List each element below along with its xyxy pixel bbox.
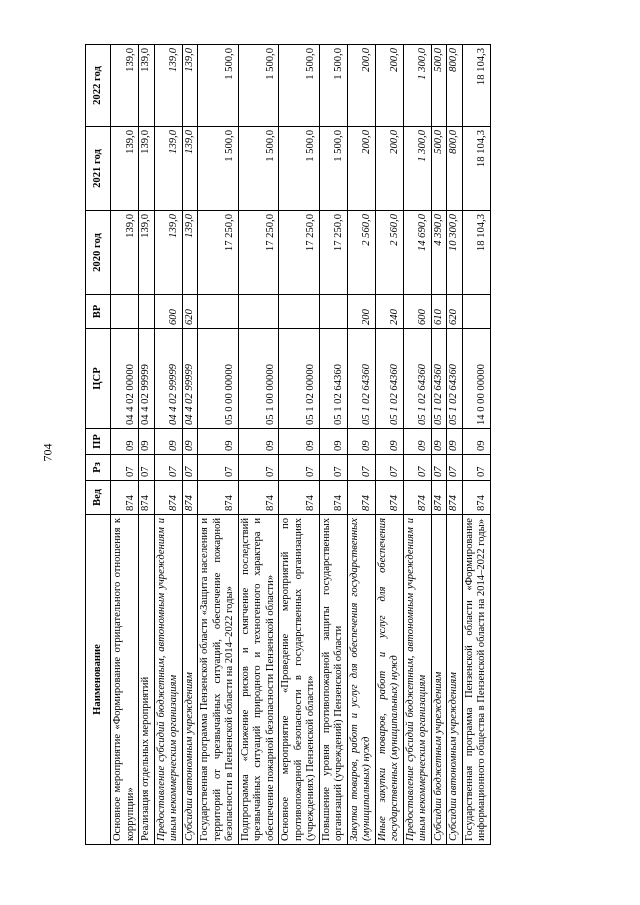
cell-ved: 874: [431, 481, 447, 515]
table-row: [462, 45, 490, 845]
cell-rz: 07: [375, 455, 403, 481]
page-number: 704: [40, 443, 55, 462]
header-name: Наименование: [86, 515, 111, 845]
rotated-table-container: [85, 45, 565, 845]
cell-2022: 800,0: [447, 45, 463, 127]
cell-vr: 600: [154, 295, 182, 329]
cell-rz: 07: [403, 455, 431, 481]
cell-ved: 874: [154, 481, 182, 515]
cell-2021: 18 104,3: [462, 127, 490, 211]
cell-2020: 10 300,0: [447, 211, 463, 295]
cell-ved: 874: [375, 481, 403, 515]
cell-2020: 18 104,3: [462, 211, 490, 295]
cell-2020: 14 690,0: [403, 211, 431, 295]
cell-vr: 200: [347, 295, 375, 329]
cell-csr: 05 1 02 00000: [279, 329, 320, 429]
table-row: [403, 45, 431, 845]
cell-csr: 04 4 02 99999: [154, 329, 182, 429]
table-header-row: [86, 45, 111, 845]
cell-pr: 09: [319, 429, 347, 455]
cell-2022: 500,0: [431, 45, 447, 127]
header-pr: ПР: [86, 429, 111, 455]
cell-pr: 09: [198, 429, 239, 455]
cell-2022: 200,0: [375, 45, 403, 127]
cell-pr: 09: [139, 429, 155, 455]
cell-name: Предоставление субсидий бюджетным, автономным учреждениям и иным некоммерческим организациям: [403, 515, 431, 845]
header-2020: 2020 год: [86, 211, 111, 295]
header-2021: 2021 год: [86, 127, 111, 211]
table-row: [182, 45, 198, 845]
cell-pr: 09: [347, 429, 375, 455]
cell-pr: 09: [279, 429, 320, 455]
cell-2021: 139,0: [111, 127, 139, 211]
cell-name: Государственная программа Пензенской области «Формирование информационного общества в Пензенской области на 2014–2022 годы»: [462, 515, 490, 845]
cell-2022: 139,0: [182, 45, 198, 127]
table-row: [198, 45, 239, 845]
cell-vr: [279, 295, 320, 329]
cell-2021: 139,0: [182, 127, 198, 211]
table-row: [154, 45, 182, 845]
cell-vr: 240: [375, 295, 403, 329]
cell-ved: 874: [347, 481, 375, 515]
cell-vr: 620: [182, 295, 198, 329]
cell-2021: 1 500,0: [319, 127, 347, 211]
table-row: [319, 45, 347, 845]
cell-vr: 610: [431, 295, 447, 329]
cell-2021: 1 500,0: [279, 127, 320, 211]
cell-ved: 874: [319, 481, 347, 515]
table-body: [111, 45, 491, 845]
cell-2022: 1 500,0: [238, 45, 279, 127]
cell-name: Реализация отдельных мероприятий: [139, 515, 155, 845]
table-row: [431, 45, 447, 845]
cell-csr: 05 1 00 00000: [238, 329, 279, 429]
cell-ved: 874: [198, 481, 239, 515]
cell-name: Субсидии автономным учреждениям: [447, 515, 463, 845]
cell-rz: 07: [198, 455, 239, 481]
table-row: [238, 45, 279, 845]
cell-pr: 09: [238, 429, 279, 455]
cell-2022: 18 104,3: [462, 45, 490, 127]
cell-ved: 874: [447, 481, 463, 515]
cell-2020: 17 250,0: [279, 211, 320, 295]
cell-name: Подпрограмма «Снижение рисков и смягчение последствий чрезвычайных ситуаций природного и техногенного характера и обеспечение пожарной безопасности Пензенской области»: [238, 515, 279, 845]
cell-2020: 139,0: [182, 211, 198, 295]
table-row: [447, 45, 463, 845]
cell-ved: 874: [182, 481, 198, 515]
cell-pr: 09: [403, 429, 431, 455]
cell-rz: 07: [319, 455, 347, 481]
table-row: [279, 45, 320, 845]
cell-2021: 200,0: [375, 127, 403, 211]
cell-pr: 09: [447, 429, 463, 455]
cell-2022: 139,0: [111, 45, 139, 127]
cell-2021: 800,0: [447, 127, 463, 211]
cell-2021: 1 300,0: [403, 127, 431, 211]
header-csr: ЦСР: [86, 329, 111, 429]
cell-ved: 874: [238, 481, 279, 515]
cell-2021: 1 500,0: [198, 127, 239, 211]
cell-pr: 09: [375, 429, 403, 455]
cell-vr: 600: [403, 295, 431, 329]
cell-rz: 07: [279, 455, 320, 481]
cell-rz: 07: [238, 455, 279, 481]
cell-ved: 874: [462, 481, 490, 515]
cell-vr: [198, 295, 239, 329]
cell-2022: 139,0: [139, 45, 155, 127]
cell-rz: 07: [462, 455, 490, 481]
cell-name: Субсидии автономным учреждениям: [182, 515, 198, 845]
cell-name: Основное мероприятие «Проведение мероприятий по противопожарной безопасности в государственных организациях (учреждениях) Пензенской области»: [279, 515, 320, 845]
header-vr: ВР: [86, 295, 111, 329]
cell-2020: 2 560,0: [347, 211, 375, 295]
cell-csr: 14 0 00 00000: [462, 329, 490, 429]
cell-csr: 05 1 02 64360: [403, 329, 431, 429]
cell-2022: 1 500,0: [319, 45, 347, 127]
cell-2022: 1 500,0: [279, 45, 320, 127]
cell-vr: [238, 295, 279, 329]
cell-rz: 07: [431, 455, 447, 481]
cell-name: Повышение уровня противопожарной защиты государственных организаций (учреждений) Пензенской области: [319, 515, 347, 845]
cell-2022: 1 500,0: [198, 45, 239, 127]
cell-pr: 09: [154, 429, 182, 455]
cell-ved: 874: [279, 481, 320, 515]
cell-csr: 05 1 02 64360: [347, 329, 375, 429]
cell-ved: 874: [111, 481, 139, 515]
cell-csr: 05 0 00 00000: [198, 329, 239, 429]
cell-csr: 05 1 02 64360: [319, 329, 347, 429]
header-ved: Вед: [86, 481, 111, 515]
cell-vr: [139, 295, 155, 329]
cell-2020: 139,0: [111, 211, 139, 295]
cell-name: Государственная программа Пензенской области «Защита населения и территорий от чрезвычайных ситуаций, обеспечение пожарной безопасности в Пензенской области на 2014–2022 годы»: [198, 515, 239, 845]
cell-2022: 1 300,0: [403, 45, 431, 127]
cell-ved: 874: [403, 481, 431, 515]
header-2022: 2022 год: [86, 45, 111, 127]
table-row: [375, 45, 403, 845]
cell-rz: 07: [154, 455, 182, 481]
cell-pr: 09: [431, 429, 447, 455]
cell-name: Закупка товаров, работ и услуг для обеспечения государственных (муниципальных) нужд: [347, 515, 375, 845]
cell-2020: 17 250,0: [238, 211, 279, 295]
cell-2020: 4 390,0: [431, 211, 447, 295]
cell-name: Основное мероприятие «Формирование отрицательного отношения к коррупции»: [111, 515, 139, 845]
cell-2021: 139,0: [154, 127, 182, 211]
cell-rz: 07: [347, 455, 375, 481]
cell-2020: 17 250,0: [319, 211, 347, 295]
cell-pr: 09: [111, 429, 139, 455]
cell-name: Иные закупки товаров, работ и услуг для обеспечения государственных (муниципальных) нужд: [375, 515, 403, 845]
table-row: [139, 45, 155, 845]
cell-name: Предоставление субсидий бюджетным, автономным учреждениям и иным некоммерческим организациям: [154, 515, 182, 845]
table-row: [347, 45, 375, 845]
cell-vr: [111, 295, 139, 329]
cell-2021: 139,0: [139, 127, 155, 211]
cell-csr: 04 4 02 99999: [139, 329, 155, 429]
cell-2021: 500,0: [431, 127, 447, 211]
cell-vr: [462, 295, 490, 329]
cell-rz: 07: [139, 455, 155, 481]
table-row: [111, 45, 139, 845]
header-rz: Рз: [86, 455, 111, 481]
cell-pr: 09: [462, 429, 490, 455]
cell-2020: 17 250,0: [198, 211, 239, 295]
cell-2020: 2 560,0: [375, 211, 403, 295]
cell-ved: 874: [139, 481, 155, 515]
budget-table: [85, 44, 491, 845]
cell-pr: 09: [182, 429, 198, 455]
cell-vr: [319, 295, 347, 329]
cell-csr: 04 4 02 00000: [111, 329, 139, 429]
cell-rz: 07: [447, 455, 463, 481]
cell-name: Субсидии бюджетным учреждениям: [431, 515, 447, 845]
cell-rz: 07: [182, 455, 198, 481]
cell-rz: 07: [111, 455, 139, 481]
cell-2020: 139,0: [139, 211, 155, 295]
cell-2021: 1 500,0: [238, 127, 279, 211]
cell-csr: 04 4 02 99999: [182, 329, 198, 429]
cell-vr: 620: [447, 295, 463, 329]
cell-csr: 05 1 02 64360: [375, 329, 403, 429]
cell-2022: 139,0: [154, 45, 182, 127]
cell-csr: 05 1 02 64360: [447, 329, 463, 429]
cell-2021: 200,0: [347, 127, 375, 211]
cell-csr: 05 1 02 64360: [431, 329, 447, 429]
cell-2022: 200,0: [347, 45, 375, 127]
cell-2020: 139,0: [154, 211, 182, 295]
